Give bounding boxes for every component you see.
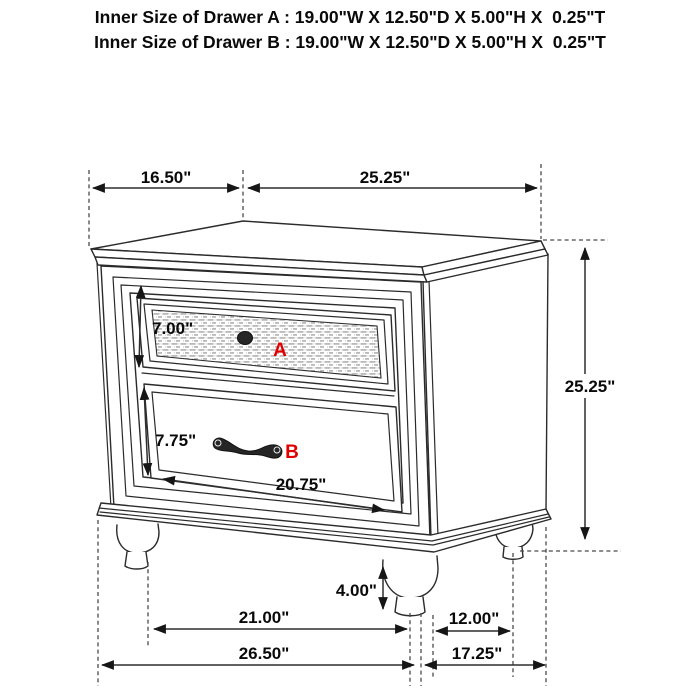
dim-side-leg-span-label: 12.00" (448, 609, 500, 628)
front-right-foot-pad (395, 597, 425, 616)
dim-overall-depth-label: 17.25" (451, 644, 503, 663)
dim-foot-height-label: 4.00" (335, 581, 377, 600)
side-panel (423, 254, 548, 538)
dim-top-depth (93, 168, 239, 188)
dim-front-leg-span (154, 608, 407, 629)
dim-overall-height-label: 25.25" (564, 377, 616, 396)
dim-drawer-b-width-label: 20.75" (275, 475, 327, 494)
dim-overall-depth (425, 644, 545, 665)
dim-overall-width-label: 26.50" (238, 644, 290, 663)
drawer-b-inner-size-text: Inner Size of Drawer B : 19.00"W X 12.50"D X 5.00"H X 0.25"T (94, 32, 606, 52)
front-right-foot-ball (383, 556, 438, 598)
dim-drawer-a-height-label: 7.00" (152, 319, 194, 338)
drawer-a-knob (238, 332, 253, 345)
front-left-foot-ball (117, 524, 159, 553)
dim-top-width (248, 168, 537, 188)
dim-foot-height (336, 567, 383, 609)
drawer-a-label: A (273, 340, 287, 361)
dim-drawer-b-height-label: 7.75" (155, 431, 197, 450)
dim-top-depth-label: 16.50" (140, 168, 192, 187)
dim-front-leg-span-label: 21.00" (238, 608, 290, 627)
nightstand-drawing (91, 221, 551, 616)
drawer-a-inner-size-text: Inner Size of Drawer A : 19.00"W X 12.50"D X 5.00"H X 0.25"T (94, 7, 606, 27)
dim-top-width-label: 25.25" (359, 168, 411, 187)
front-left-foot-pad (125, 552, 148, 569)
dim-overall-width (102, 644, 414, 665)
dim-side-leg-span (436, 609, 510, 631)
drawer-b-label: B (285, 442, 299, 463)
